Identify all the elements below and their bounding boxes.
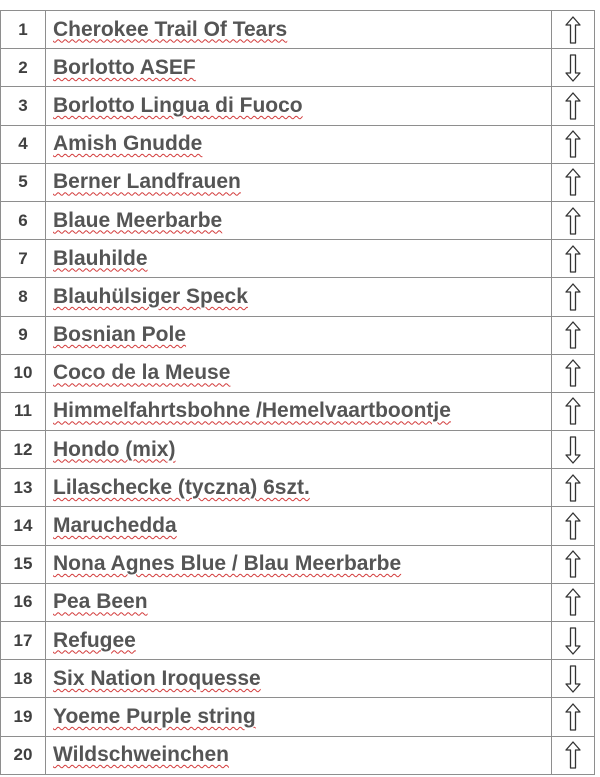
- table-row: [1, 545, 595, 583]
- variety-name: Amish Gnudde: [53, 132, 203, 156]
- variety-name-cell: [46, 469, 552, 507]
- table-row: [1, 660, 595, 698]
- variety-name: Hondo (mix): [53, 437, 176, 461]
- row-number: 3: [1, 87, 46, 125]
- table-row: [1, 163, 595, 201]
- direction-cell: [552, 49, 595, 87]
- variety-name-cell: [46, 392, 552, 430]
- variety-name: Pea Been: [53, 590, 148, 614]
- arrow-up-icon: [564, 358, 582, 388]
- row-number: 1: [1, 11, 46, 49]
- variety-name-cell: [46, 125, 552, 163]
- arrow-up-icon: [564, 129, 582, 159]
- arrow-up-icon: [564, 549, 582, 579]
- direction-cell: [552, 201, 595, 239]
- variety-name-cell: [46, 354, 552, 392]
- table-row: [1, 469, 595, 507]
- row-number: 11: [1, 392, 46, 430]
- variety-name: Six Nation Iroquesse: [53, 666, 261, 690]
- variety-name-cell: [46, 507, 552, 545]
- variety-name: Maruchedda: [53, 514, 177, 538]
- variety-name: Blauhilde: [53, 246, 148, 270]
- variety-name: Cherokee Trail Of Tears: [53, 17, 288, 41]
- direction-cell: [552, 163, 595, 201]
- variety-name-cell: [46, 278, 552, 316]
- variety-name-cell: [46, 660, 552, 698]
- variety-name-cell: [46, 163, 552, 201]
- direction-cell: [552, 125, 595, 163]
- variety-name-cell: [46, 49, 552, 87]
- table-row: [1, 622, 595, 660]
- row-number: 10: [1, 354, 46, 392]
- direction-cell: [552, 278, 595, 316]
- direction-cell: [552, 431, 595, 469]
- direction-cell: [552, 11, 595, 49]
- arrow-up-icon: [564, 740, 582, 770]
- direction-cell: [552, 545, 595, 583]
- table-row: [1, 583, 595, 621]
- table-row: [1, 11, 595, 49]
- direction-cell: [552, 736, 595, 774]
- variety-name-cell: [46, 316, 552, 354]
- row-number: 4: [1, 125, 46, 163]
- table-row: [1, 125, 595, 163]
- arrow-up-icon: [564, 15, 582, 45]
- variety-name-cell: [46, 11, 552, 49]
- arrow-up-icon: [564, 206, 582, 236]
- variety-name: Blaue Meerbarbe: [53, 208, 223, 232]
- row-number: 18: [1, 660, 46, 698]
- row-number: 15: [1, 545, 46, 583]
- direction-cell: [552, 392, 595, 430]
- row-number: 5: [1, 163, 46, 201]
- row-number: 2: [1, 49, 46, 87]
- table-row: [1, 316, 595, 354]
- arrow-down-icon: [564, 664, 582, 694]
- direction-cell: [552, 622, 595, 660]
- row-number: 13: [1, 469, 46, 507]
- direction-cell: [552, 660, 595, 698]
- variety-name: Bosnian Pole: [53, 323, 187, 347]
- arrow-up-icon: [564, 244, 582, 274]
- direction-cell: [552, 583, 595, 621]
- variety-name: Yoeme Purple string: [53, 704, 256, 728]
- variety-name-cell: [46, 431, 552, 469]
- bean-list-table: [0, 10, 595, 775]
- row-number: 20: [1, 736, 46, 774]
- row-number: 7: [1, 240, 46, 278]
- table-row: [1, 507, 595, 545]
- arrow-up-icon: [564, 282, 582, 312]
- arrow-up-icon: [564, 91, 582, 121]
- arrow-down-icon: [564, 626, 582, 656]
- row-number: 16: [1, 583, 46, 621]
- variety-name: Borlotto ASEF: [53, 55, 196, 79]
- variety-name: Refugee: [53, 628, 136, 652]
- variety-name-cell: [46, 201, 552, 239]
- variety-name-cell: [46, 698, 552, 736]
- table-body: [1, 11, 595, 775]
- row-number: 9: [1, 316, 46, 354]
- direction-cell: [552, 469, 595, 507]
- arrow-up-icon: [564, 702, 582, 732]
- table-row: [1, 278, 595, 316]
- table-row: [1, 736, 595, 774]
- variety-name: Coco de la Meuse: [53, 361, 231, 385]
- bean-list-table-wrap: [0, 10, 592, 775]
- table-row: [1, 392, 595, 430]
- table-row: [1, 49, 595, 87]
- variety-name: Blauhülsiger Speck: [53, 284, 248, 308]
- arrow-up-icon: [564, 320, 582, 350]
- table-row: [1, 87, 595, 125]
- arrow-down-icon: [564, 435, 582, 465]
- variety-name-cell: [46, 240, 552, 278]
- variety-name: Borlotto Lingua di Fuoco: [53, 93, 303, 117]
- variety-name-cell: [46, 545, 552, 583]
- arrow-up-icon: [564, 396, 582, 426]
- row-number: 8: [1, 278, 46, 316]
- row-number: 12: [1, 431, 46, 469]
- direction-cell: [552, 698, 595, 736]
- direction-cell: [552, 240, 595, 278]
- arrow-up-icon: [564, 587, 582, 617]
- variety-name: Lilaschecke (tyczna) 6szt.: [53, 475, 310, 499]
- row-number: 14: [1, 507, 46, 545]
- direction-cell: [552, 354, 595, 392]
- table-row: [1, 201, 595, 239]
- variety-name: Himmelfahrtsbohne /Hemelvaartboontje: [53, 399, 451, 423]
- table-row: [1, 698, 595, 736]
- arrow-down-icon: [564, 53, 582, 83]
- row-number: 6: [1, 201, 46, 239]
- arrow-up-icon: [564, 473, 582, 503]
- variety-name-cell: [46, 622, 552, 660]
- variety-name: Berner Landfrauen: [53, 170, 241, 194]
- arrow-up-icon: [564, 167, 582, 197]
- table-row: [1, 240, 595, 278]
- variety-name-cell: [46, 736, 552, 774]
- variety-name: Wildschweinchen: [53, 743, 230, 767]
- variety-name-cell: [46, 583, 552, 621]
- variety-name: Nona Agnes Blue / Blau Meerbarbe: [53, 552, 402, 576]
- row-number: 17: [1, 622, 46, 660]
- direction-cell: [552, 87, 595, 125]
- row-number: 19: [1, 698, 46, 736]
- table-row: [1, 431, 595, 469]
- arrow-up-icon: [564, 511, 582, 541]
- variety-name-cell: [46, 87, 552, 125]
- direction-cell: [552, 507, 595, 545]
- table-row: [1, 354, 595, 392]
- direction-cell: [552, 316, 595, 354]
